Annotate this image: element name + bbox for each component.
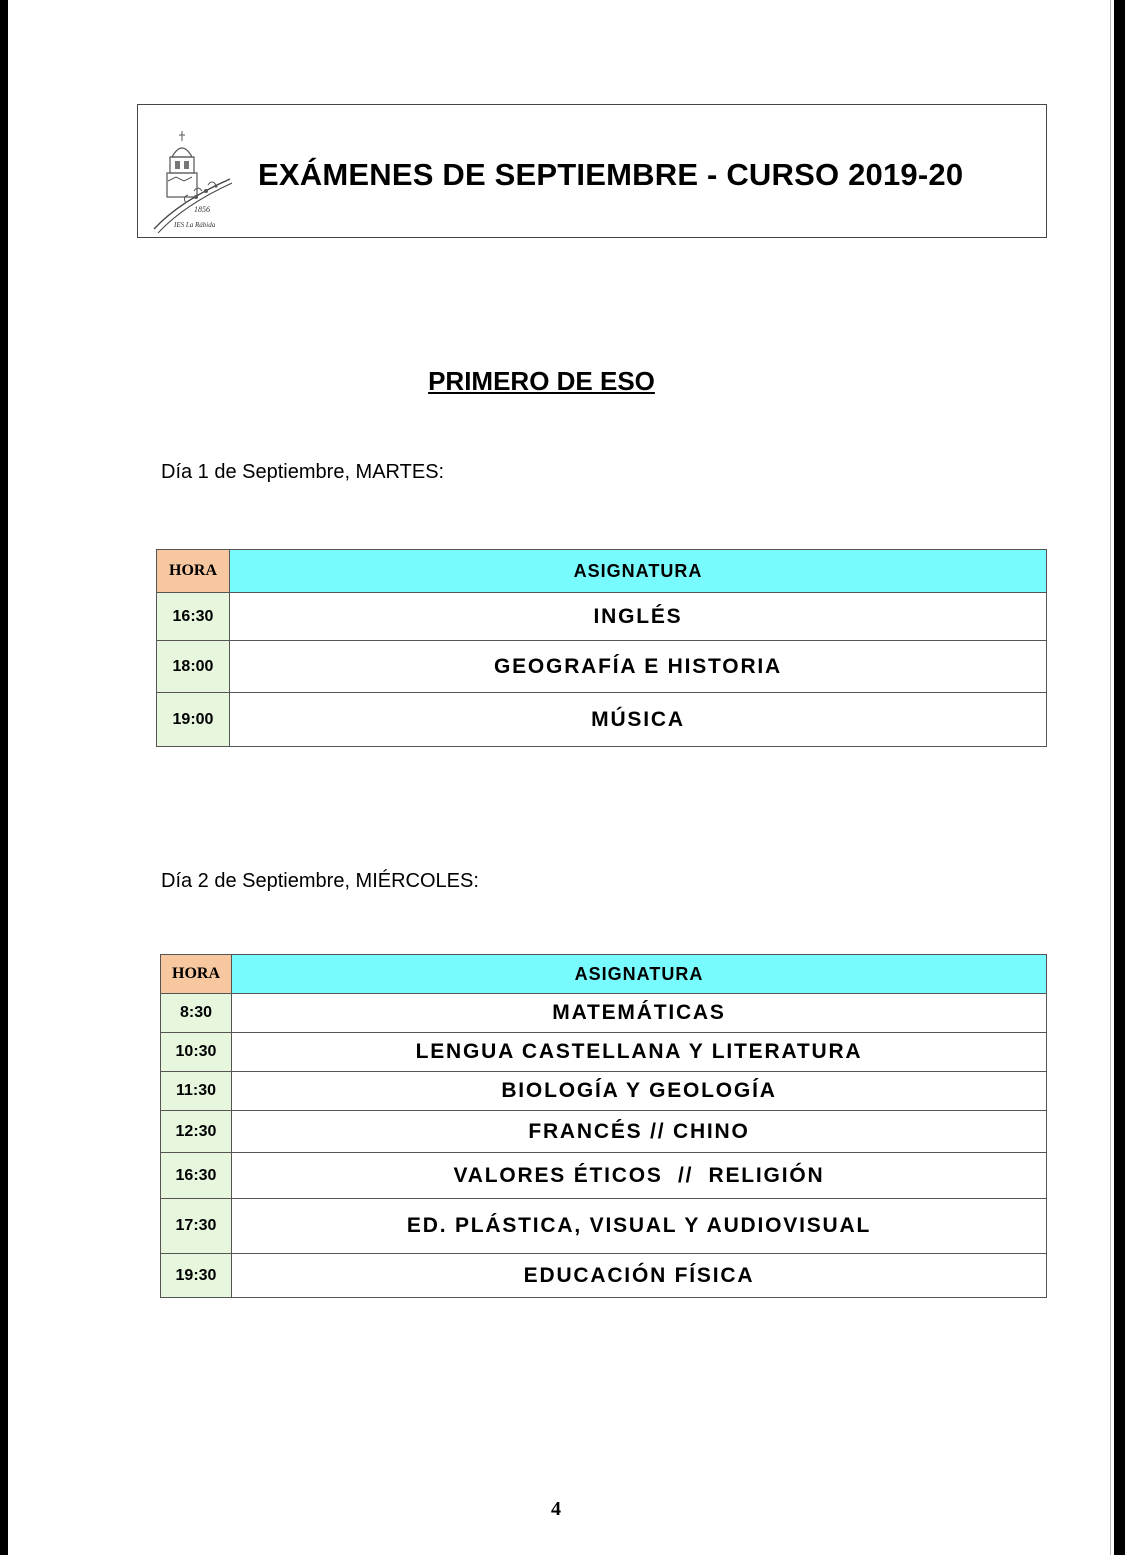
document-title: EXÁMENES DE SEPTIEMBRE - CURSO 2019-20 (258, 157, 964, 192)
table-row (161, 1254, 1047, 1298)
page-edge-shadow (1110, 0, 1111, 1555)
table-row (161, 1072, 1047, 1111)
exam-time: 18:00 (157, 641, 230, 693)
logo-school-name: IES La Rábida (174, 221, 216, 229)
schedule-table-day-2 (160, 954, 1047, 1298)
exam-time: 16:30 (157, 593, 230, 641)
exam-subject: MÚSICA (230, 693, 1047, 747)
exam-subject: ED. PLÁSTICA, VISUAL Y AUDIOVISUAL (232, 1199, 1047, 1254)
column-header-hora: HORA (157, 550, 230, 593)
table-row (161, 1199, 1047, 1254)
exam-time: 12:30 (161, 1111, 232, 1153)
schedule-table-day-1 (156, 549, 1047, 747)
exam-subject: LENGUA CASTELLANA Y LITERATURA (232, 1033, 1047, 1072)
exam-time: 16:30 (161, 1153, 232, 1199)
exam-subject: BIOLOGÍA Y GEOLOGÍA (232, 1072, 1047, 1111)
exam-time: 10:30 (161, 1033, 232, 1072)
table-row (157, 641, 1047, 693)
table-row (157, 593, 1047, 641)
exam-time: 11:30 (161, 1072, 232, 1111)
table-row (161, 1033, 1047, 1072)
exam-time: 8:30 (161, 994, 232, 1033)
exam-subject: EDUCACIÓN FÍSICA (232, 1254, 1047, 1298)
table-row (161, 1111, 1047, 1153)
column-header-asignatura: ASIGNATURA (232, 955, 1047, 994)
section-title: PRIMERO DE ESO (428, 366, 655, 396)
column-header-asignatura: ASIGNATURA (230, 550, 1047, 593)
exam-time: 19:00 (157, 693, 230, 747)
exam-time: 19:30 (161, 1254, 232, 1298)
page-number: 4 (551, 1498, 561, 1520)
exam-subject: VALORES ÉTICOS // RELIGIÓN (232, 1153, 1047, 1199)
table-header-row (157, 550, 1047, 593)
day-2-label: Día 2 de Septiembre, MIÉRCOLES: (161, 870, 479, 892)
table-row (161, 1153, 1047, 1199)
table-header-row (161, 955, 1047, 994)
exam-time: 17:30 (161, 1199, 232, 1254)
exam-subject: INGLÉS (230, 593, 1047, 641)
logo-year: 1856 (194, 205, 210, 214)
document-header (137, 104, 1047, 238)
table-row (161, 994, 1047, 1033)
exam-subject: FRANCÉS // CHINO (232, 1111, 1047, 1153)
school-tower-logo-icon (150, 131, 234, 233)
page-edge-right (1114, 0, 1125, 1555)
exam-subject: GEOGRAFÍA E HISTORIA (230, 641, 1047, 693)
exam-subject: MATEMÁTICAS (232, 994, 1047, 1033)
table-row (157, 693, 1047, 747)
day-1-label: Día 1 de Septiembre, MARTES: (161, 461, 445, 483)
column-header-hora: HORA (161, 955, 232, 994)
page-edge-left (0, 0, 8, 1555)
